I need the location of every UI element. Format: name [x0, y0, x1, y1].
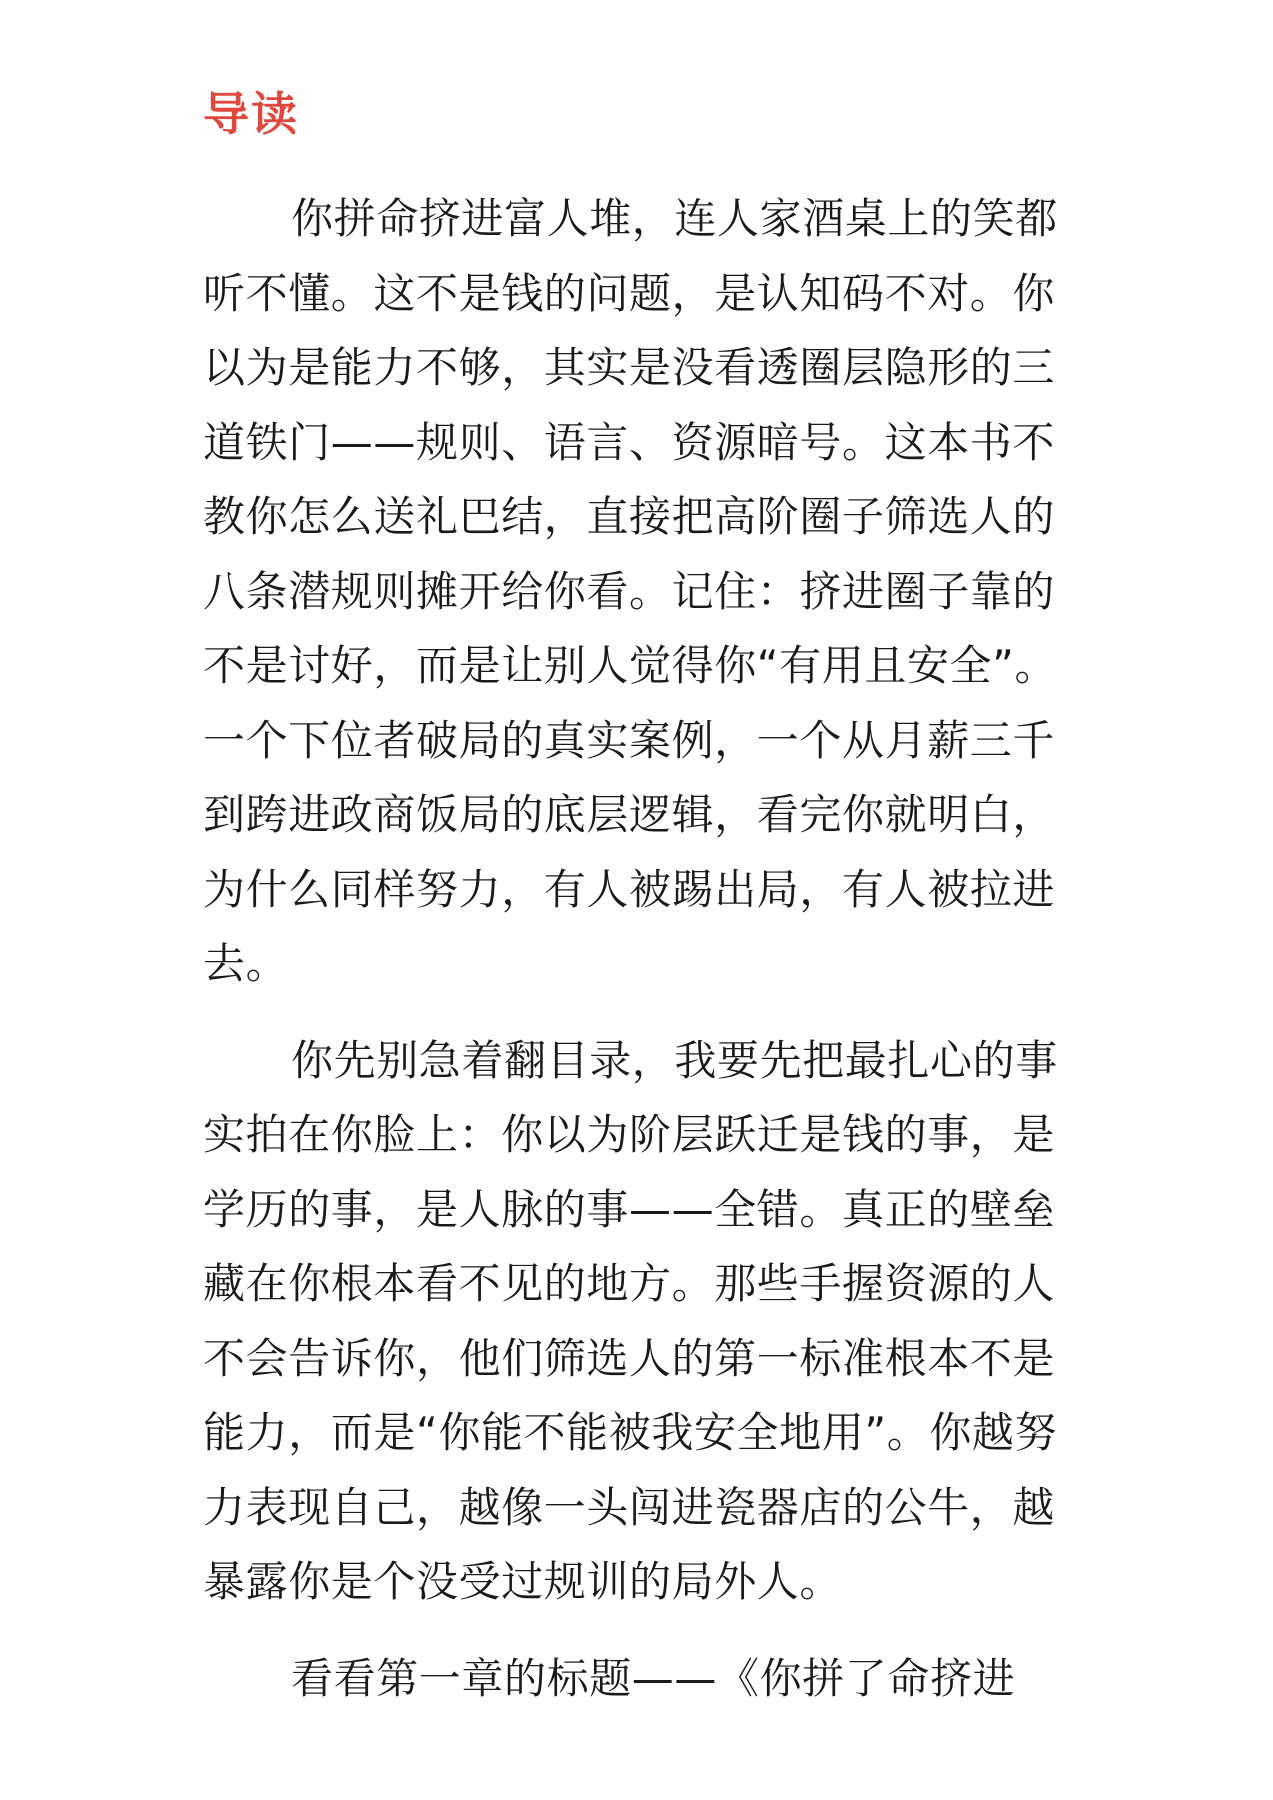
body-text: [203, 182, 1083, 1738]
paragraph-3: 看看第一章的标题——《你拼了命挤进: [291, 1653, 1016, 1703]
paragraph-2: 你先别急着翻目录，我要先把最扎心的事实拍在你脸上：你以为阶层跃迁是钱的事，是学历的事，是人脉的事——全错。真正的壁垒藏在你根本看不见的地方。那些手握资源的人不会告诉你，他们筛选人的第一标准根本不是能力，而是“你能不能被我安全地用”。你越努力表现自己，越像一头闯进瓷器店的公牛，越暴露你是个没受过规训的局外人。: [203, 1035, 1058, 1606]
section-heading: 导读: [203, 87, 299, 141]
paragraph-1: 你拼命挤进富人堆，连人家酒桌上的笑都听不懂。这不是钱的问题，是认知码不对。你以为是能力不够，其实是没看透圈层隐形的三道铁门——规则、语言、资源暗号。这本书不教你怎么送礼巴结，直接把高阶圈子筛选人的八条潜规则摊开给你看。记住：挤进圈子靠的不是讨好，而是让别人觉得你“有用且安全”。一个下位者破局的真实案例，一个从月薪三千到跨进政商饭局的底层逻辑，看完你就明白，为什么同样努力，有人被踢出局，有人被拉进去。: [203, 194, 1058, 988]
